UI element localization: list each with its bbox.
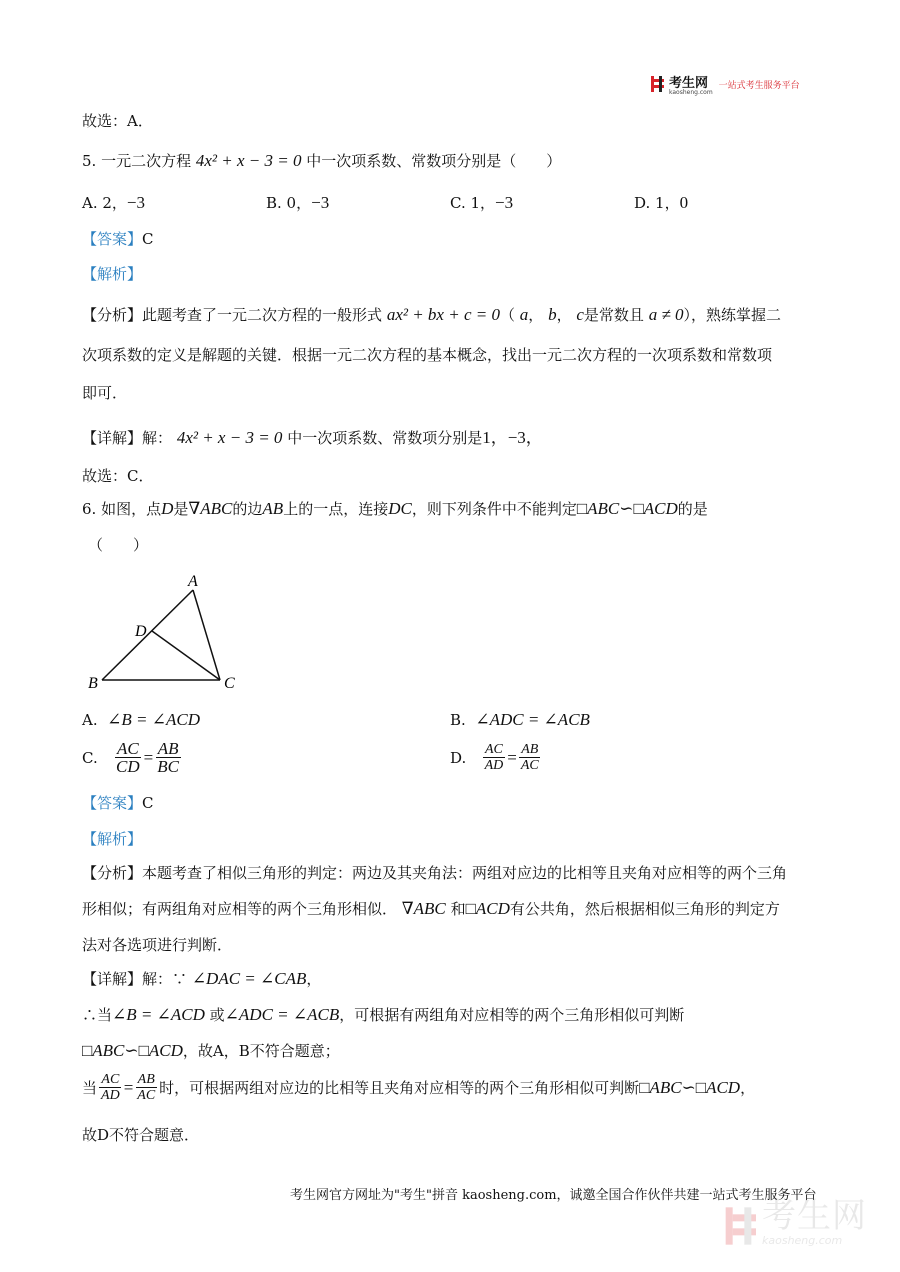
header-slogan: 一站式考生服务平台 [718, 80, 800, 91]
q6-option-b: B. ∠ADC = ∠ACB [450, 710, 590, 729]
q5-number: 5. [82, 152, 97, 170]
q5-option-c: C. 1，−3 [450, 193, 514, 212]
label-a: A [188, 573, 198, 590]
q6-fenxi-line2: 形相似；有两组角对应相等的两个三角形相似． ∇ABC 和□ACD有公共角，然后根据相似三角形的判定方 [82, 899, 780, 918]
label-c: C [224, 675, 235, 692]
q5-answer-value: C [142, 230, 154, 248]
q5-answer-tag: 【答案】 [82, 230, 143, 248]
header-brand: 考生网 [669, 76, 709, 91]
triangle-figure [80, 570, 260, 695]
q5-stem [82, 150, 561, 171]
q5-analysis-tag: 【解析】 [82, 265, 143, 283]
watermark-logo-icon [722, 1205, 762, 1247]
q5-stem-prefix: 一元二次方程 [101, 152, 192, 170]
q6-paren: （ ） [88, 536, 149, 554]
q6-answer-value: C [142, 794, 154, 812]
q6-fenxi-line1: 【分析】本题考查了相似三角形的判定：两边及其夹角法：两组对应边的比相等且夹角对应相等的两个三角 [82, 864, 788, 882]
q5-fenxi-line2: 次项系数的定义是解题的关键．根据一元二次方程的基本概念，找出一元二次方程的一次项系数和常数项 [82, 346, 773, 364]
q5-condition: a ≠ 0 [648, 305, 684, 324]
q5-stem-suffix: 中一次项系数、常数项分别是（ ） [306, 152, 562, 170]
q5-general-form: ax² + bx + c = 0 [386, 305, 500, 324]
q5-detail: 【详解】解： 4x² + x − 3 = 0 中一次项系数、常数项分别是1，−3， [82, 428, 543, 447]
footer-text: 考生网官方网址为"考生"拼音 kaosheng.com，诚邀全国合作伙伴共建一站式考生服务平台 [290, 1188, 817, 1203]
q6-fenxi-line3: 法对各选项进行判断． [82, 936, 233, 954]
q5-detail-tag: 【详解】 [82, 429, 143, 447]
q5-fenxi-tag: 【分析】 [82, 306, 143, 324]
label-d: D [135, 623, 147, 640]
label-b: B [88, 675, 98, 692]
q6-number: 6. [82, 500, 97, 518]
segment-ac [193, 590, 220, 680]
prev-answer: 故选：A． [82, 112, 153, 130]
q6-option-a: A. ∠B = ∠ACD [82, 710, 201, 729]
segment-ab [102, 590, 193, 680]
q6-stem: 6. 如图，点D是∇ABC的边AB上的一点，连接DC，则下列条件中不能判定□ABC∽□ACD的是 [82, 499, 708, 518]
segment-dc [152, 631, 220, 680]
q6-detail-line2: ∴当∠B = ∠ACD 或∠ADC = ∠ACB，可根据有两组角对应相等的两个三角形相似可判断 [82, 1005, 685, 1024]
q5-answer [82, 228, 154, 249]
logo-mark-icon [650, 75, 666, 93]
q5-fenxi-line1: 【分析】此题考查了一元二次方程的一般形式 ax² + bx + c = 0（ a， b， c是常数且 a ≠ 0），熟练掌握二 [82, 305, 782, 324]
q5-equation: 4x² + x − 3 = 0 [195, 151, 302, 170]
q6-detail-line3: □ABC∽□ACD，故A，B不符合题意； [82, 1041, 340, 1060]
header-logo [650, 72, 800, 96]
footer-watermark: 考生网 kaosheng.com [722, 1198, 867, 1247]
q5-option-b: B. 0，−3 [266, 193, 330, 212]
q6-answer-tag: 【答案】 [82, 794, 143, 812]
q6-detail-line5: 故D不符合题意． [82, 1126, 200, 1144]
q6-analysis-tag: 【解析】 [82, 830, 143, 848]
q5-conclusion: 故选：C． [82, 467, 154, 485]
q5-option-a: A. 2，−3 [82, 193, 146, 212]
q5-fenxi-line3: 即可． [82, 384, 128, 402]
q6-detail-tag: 【详解】 [82, 970, 143, 988]
q5-option-d: D. 1，0 [634, 193, 689, 212]
q6-option-c: C. $\frac{AC}{CD}$ = $\frac{AB}{BC}$ [82, 739, 179, 776]
q6-fenxi-tag: 【分析】 [82, 864, 143, 882]
q6-detail-line1: 【详解】解：∵ ∠DAC = ∠CAB， [82, 969, 322, 988]
q6-answer [82, 792, 154, 813]
q6-detail-line4: 当 $\frac{AC}{AD}$ = $\frac{AB}{AC}$ 时，可根据两组对应边的比相等且夹角对应相等的两个三角形相似可判断 □ABC∽□ACD ， [82, 1072, 756, 1103]
q6-option-d: D. $\frac{AC}{AD}$ = $\frac{AB}{AC}$ [450, 742, 539, 773]
header-brand-sub: kaosheng.com [669, 89, 713, 96]
